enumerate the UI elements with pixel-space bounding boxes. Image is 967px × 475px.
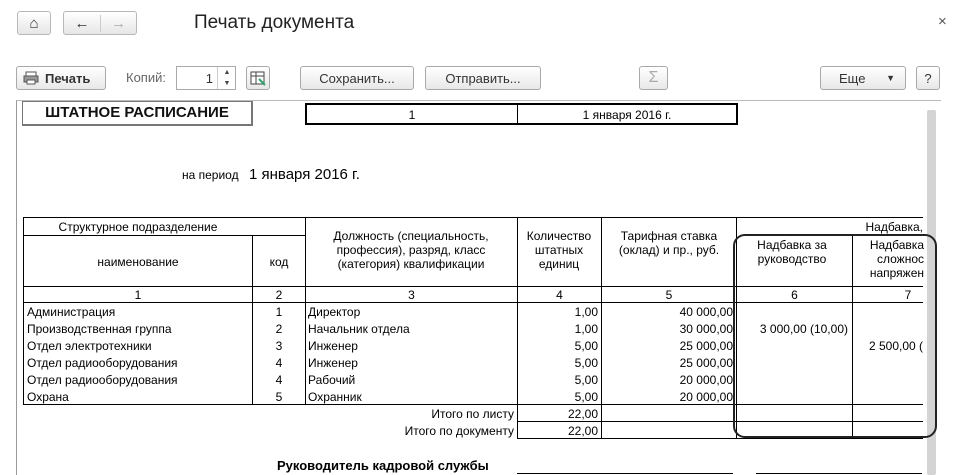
row-count: 5,00 [574, 356, 598, 370]
more-label: Еще [839, 70, 866, 86]
total-sheet-value: 22,00 [567, 407, 598, 421]
row-count: 5,00 [574, 373, 598, 387]
row-count: 1,00 [574, 305, 598, 319]
dropdown-arrow-icon: ▼ [886, 73, 895, 83]
print-label: Печать [45, 70, 91, 86]
home-icon: ⌂ [29, 14, 39, 32]
row-code: 3 [275, 339, 283, 353]
total-doc-label: Итого по документу [404, 424, 514, 438]
send-button[interactable]: Отправить... [425, 66, 541, 90]
period-label: на период [182, 168, 239, 182]
col-number: 6 [791, 288, 798, 302]
row-rate: 20 000,00 [679, 373, 733, 387]
row-position: Рабочий [308, 373, 356, 387]
header-allow-mgmt: Надбавка за руководство [757, 238, 827, 266]
document-number: 1 [408, 108, 416, 122]
row-code: 1 [275, 305, 283, 319]
row-rate: 40 000,00 [679, 305, 733, 319]
row-rate: 20 000,00 [679, 390, 733, 404]
copies-value[interactable]: 1 [205, 71, 213, 86]
header-allow-complex: Надбавка сложнос напряжен [869, 238, 924, 280]
row-rate: 30 000,00 [679, 322, 733, 336]
row-name: Отдел радиооборудования [27, 373, 178, 387]
header-allowances: Надбавка, [865, 220, 923, 234]
col-number: 2 [275, 288, 283, 302]
sum-button[interactable] [639, 66, 668, 90]
col-number: 1 [134, 288, 142, 302]
document-date: 1 января 2016 г. [582, 108, 672, 122]
col-number: 5 [665, 288, 673, 302]
header-count: Количество штатных единиц [526, 229, 592, 271]
stepper-arrows-icon[interactable]: ▲ ▼ [217, 67, 236, 89]
col-number: 7 [904, 288, 912, 302]
header-name: наименование [97, 255, 179, 269]
help-button[interactable]: ? [916, 66, 940, 90]
back-arrow-icon[interactable]: ← [74, 14, 90, 32]
row-mgmt: 3 000,00 (10,00) [759, 322, 848, 336]
home-button[interactable] [17, 11, 51, 35]
row-name: Отдел электротехники [27, 339, 152, 353]
row-count: 5,00 [574, 339, 598, 353]
row-code: 2 [275, 322, 283, 336]
row-position: Директор [308, 305, 361, 319]
row-position: Охранник [308, 390, 362, 404]
copies-label: Копий: [126, 70, 166, 85]
forward-arrow-icon[interactable]: → [100, 15, 136, 32]
header-struct-unit: Структурное подразделение [58, 220, 218, 234]
save-button[interactable]: Сохранить... [300, 66, 414, 90]
row-code: 4 [275, 373, 283, 387]
total-sheet-label: Итого по листу [431, 407, 514, 421]
row-position: Инженер [308, 339, 358, 353]
row-position: Начальник отдела [308, 322, 410, 336]
history-nav [63, 11, 137, 35]
header-rate: Тарифная ставка (оклад) и пр., руб. [618, 229, 720, 257]
row-complex: 2 500,00 ( [869, 339, 923, 353]
row-rate: 25 000,00 [679, 356, 733, 370]
close-icon[interactable]: × [938, 13, 947, 30]
print-button[interactable] [16, 66, 106, 90]
row-name: Производственная группа [27, 322, 172, 336]
col-number: 4 [556, 288, 563, 302]
row-name: Охрана [27, 390, 69, 404]
row-code: 5 [275, 390, 283, 404]
copies-stepper[interactable] [176, 66, 236, 90]
row-name: Отдел радиооборудования [27, 356, 178, 370]
row-count: 1,00 [574, 322, 598, 336]
highlight-frame [733, 234, 937, 438]
period-value: 1 января 2016 г. [249, 166, 360, 183]
row-count: 5,00 [574, 390, 598, 404]
total-doc-value: 22,00 [567, 424, 598, 438]
window-title: Печать документа [194, 12, 355, 33]
more-button[interactable] [820, 66, 906, 90]
printer-icon [23, 71, 39, 85]
settings-grid-icon [250, 70, 266, 86]
document-heading: ШТАТНОЕ РАСПИСАНИЕ [22, 101, 253, 126]
row-position: Инженер [308, 356, 358, 370]
sigma-icon: Σ [648, 69, 659, 86]
header-position: Должность (специальность, профессия), разряд, класс (категория) квалификации [333, 229, 489, 271]
row-code: 4 [275, 356, 283, 370]
hr-head-label: Руководитель кадровой службы [277, 458, 489, 473]
header-code: код [269, 255, 289, 269]
row-rate: 25 000,00 [679, 339, 733, 353]
row-name: Администрация [27, 305, 116, 319]
col-number: 3 [408, 288, 415, 302]
print-settings-button[interactable] [246, 66, 270, 90]
